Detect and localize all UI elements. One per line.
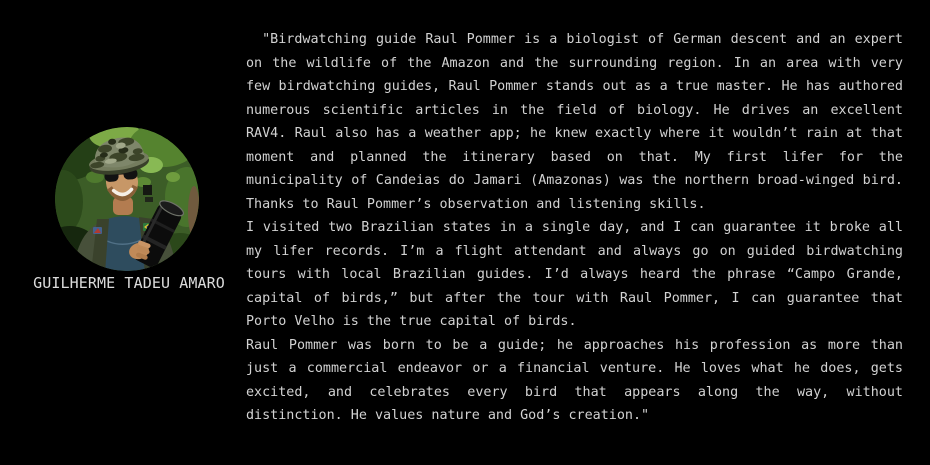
testimonial-paragraph-1: "Birdwatching guide Raul Pommer is a biologist of German descent and an expert on the wildlife of the Amazon and the surrounding region. In an area with very few birdwatching guides, Raul Pommer stands out as a true master. He has authored numerous scientific articles in the field of biology. He drives an excellent RAV4. Raul also has a weather app; he knew exactly where it wouldn’t rain at that moment and planned the itinerary based on that. My first lifer for the municipality of Candeias do Jamari (Amazonas) was the northern broad-winged bird. Thanks to Raul Pommer’s observation and listening skills. <box>246 32 903 212</box>
testimonial-paragraph-3: Raul Pommer was born to be a guide; he approaches his profession as more than just a commercial endeavor or a financial venture. He loves what he does, gets excited, and celebrates every bird that appears along the way, without distinction. He values nature and God’s creation." <box>246 337 903 423</box>
testimonial-text <box>246 28 903 428</box>
avatar-illustration <box>55 127 199 271</box>
testimonial-paragraph-2: I visited two Brazilian states in a single day, and I can guarantee it broke all my lifer records. I’m a flight attendant and always go on guided birdwatching tours with local Brazilian guides. I’d always heard the phrase “Campo Grande, capital of birds,” but after the tour with Raul Pommer, I can guarantee that Porto Velho is the true capital of birds. <box>246 220 903 329</box>
avatar-photo <box>55 127 199 271</box>
author-name: GUILHERME TADEU AMARO <box>33 274 225 292</box>
